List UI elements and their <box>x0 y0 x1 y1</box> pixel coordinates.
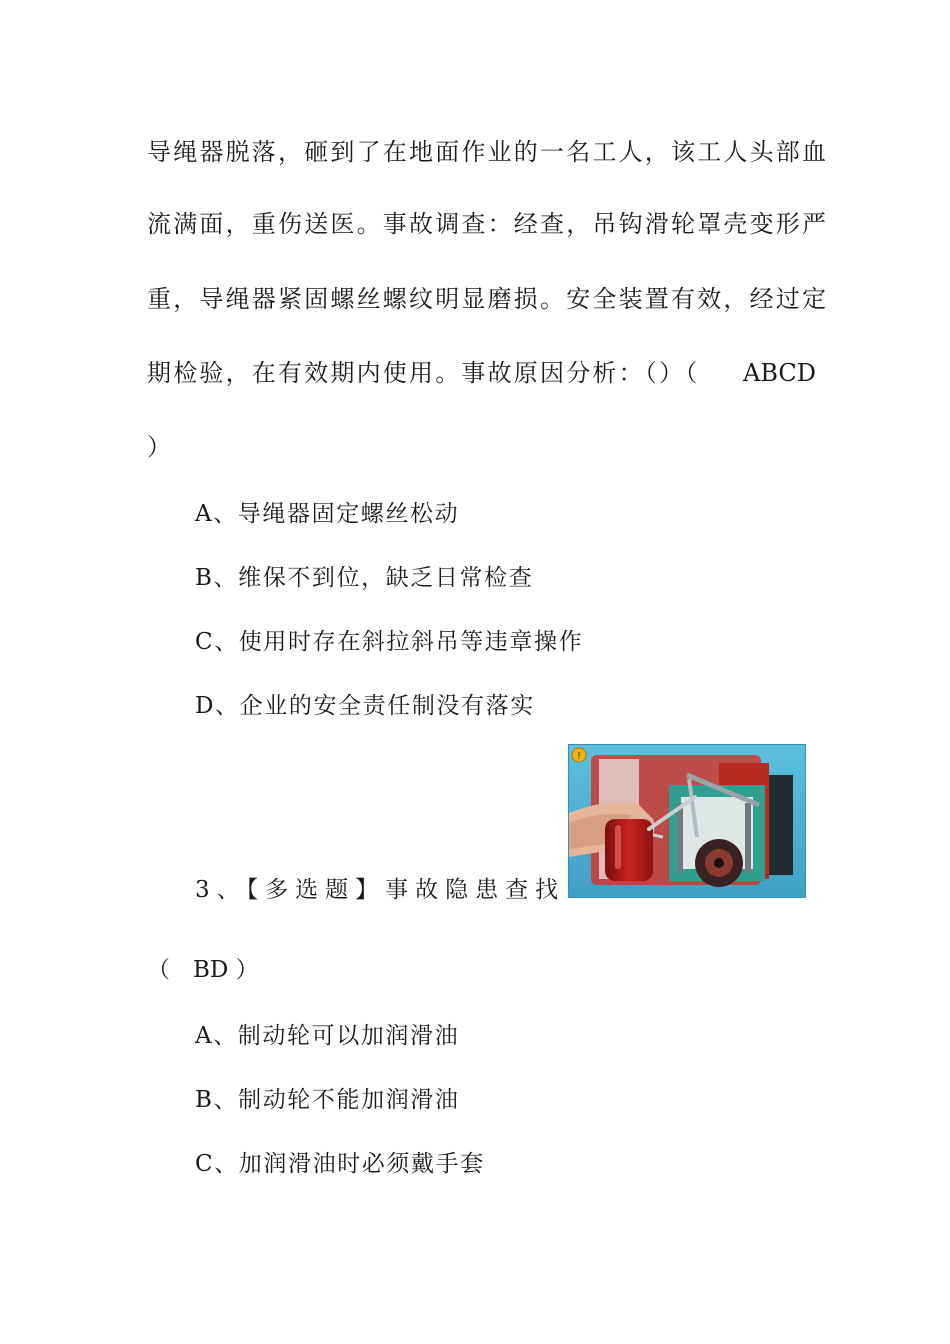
warning-badge-icon: ! <box>576 751 582 762</box>
q3-option-b: B、制动轮不能加润滑油 <box>195 1087 460 1113</box>
q3-option-a: A、制动轮可以加润滑油 <box>195 1023 460 1049</box>
answer-text: ABCD <box>743 359 817 387</box>
paragraph-line-text: ） <box>147 433 174 461</box>
paragraph-line-text: 期检验，在有效期内使用。事故原因分析：（）（ <box>147 359 700 387</box>
question-3-title: 3、【多选题】事故隐患查找 <box>195 877 566 903</box>
lubrication-photo <box>568 744 806 898</box>
paragraph-line-2 <box>147 208 829 240</box>
paragraph-line-text: 导绳器脱落，砸到了在地面作业的一名工人，该工人头部血 <box>147 138 829 166</box>
option-b: B、维保不到位，缺乏日常检查 <box>195 565 534 591</box>
option-a: A、导绳器固定螺丝松动 <box>195 501 460 527</box>
option-d: D、企业的安全责任制没有落实 <box>195 693 535 719</box>
q3-option-c: C、加润滑油时必须戴手套 <box>195 1151 485 1177</box>
paragraph-line-3 <box>147 283 829 315</box>
paragraph-line-5 <box>147 431 807 463</box>
question-3-answer: （ BD ） <box>147 957 259 983</box>
paragraph-line-text: 流满面，重伤送医。事故调查：经查，吊钩滑轮罩壳变形严 <box>147 210 829 238</box>
lubrication-illustration <box>569 745 806 898</box>
paragraph-line-text: 重，导绳器紧固螺丝螺纹明显磨损。安全装置有效，经过定 <box>147 285 829 313</box>
paragraph-line-4 <box>147 357 817 389</box>
option-c: C、使用时存在斜拉斜吊等违章操作 <box>195 629 584 655</box>
paragraph-line-1 <box>147 136 829 168</box>
